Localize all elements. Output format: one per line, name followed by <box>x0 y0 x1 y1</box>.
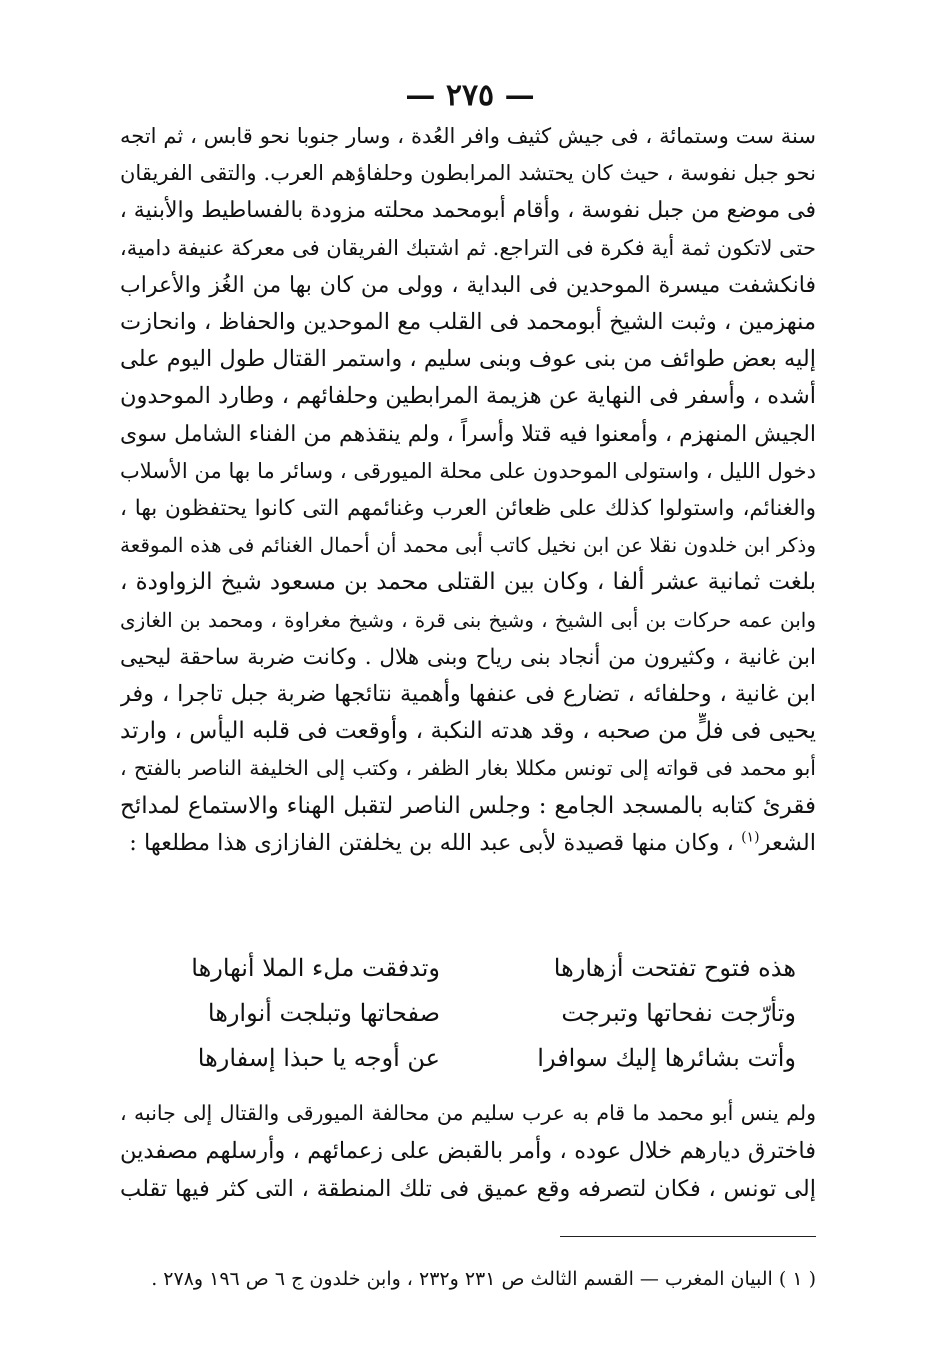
poem <box>140 954 796 1089</box>
poem-hemistich-first: وأتت بشائرها إليك سوافرا <box>537 1044 796 1072</box>
text-line: دخول الليل ، واستولى الموحدون على محلة الميورقى ، وسائر ما بها من الأسلاب <box>120 458 816 483</box>
text-line: إلى تونس ، فكان لتصرفه وقع عميق فى تلك المنطقة ، التى كثر فيها تقلب <box>120 1176 816 1202</box>
poem-verse <box>140 999 796 1044</box>
main-paragraph <box>120 118 816 862</box>
poem-hemistich-second: صفحاتها وتبلجت أنوارها <box>207 999 440 1027</box>
page-number: — ٢٧٥ — <box>405 78 535 113</box>
footnote-marker: (١) <box>741 829 760 846</box>
poem-verse <box>140 1044 796 1089</box>
text-line: سنة ست وستمائة ، فى جيش كثيف وافر العُدة ، وسار جنوبا نحو قابس ، ثم اتجه <box>120 124 816 148</box>
text-line: وابن عمه حركات بن أبى الشيخ ، وشيخ بنى قرة ، وشيخ مغراوة ، ومحمد بن الغازى <box>120 607 816 632</box>
text-line: الجيش المنهزم ، وأمعنوا فيه قتلا وأسراً ، ولم ينقذهم من الفناء الشامل سوى <box>120 421 816 447</box>
text-line: ولم ينس أبو محمد ما قام به عرب سليم من محالفة الميورقى والقتال إلى جانبه ، <box>120 1101 816 1125</box>
footnote-divider <box>560 1236 816 1237</box>
text-line: أبو محمد فى قواته إلى تونس مكللا بغار الظفر ، وكتب إلى الخليفة الناصر بالفتح ، <box>120 756 816 781</box>
text-line: وذكر ابن خلدون نقلا عن ابن نخيل كاتب أبى محمد أن أحمال الغنائم فى هذه الموقعة <box>120 533 816 558</box>
second-paragraph <box>120 1094 816 1208</box>
text-line: ابن غانية ، وحلفائه ، تضارع فى عنفها وأهمية نتائجها ضربة جبل تاجرا ، وفر <box>120 681 816 708</box>
text-line: نحو جبل نفوسة ، حيث كان يحتشد المرابطون وحلفاؤهم العرب. والتقى الفريقان <box>120 161 816 186</box>
text-line: أشده ، وأسفر فى النهاية عن هزيمة المرابطين وحلفائهم ، وطارد الموحدون <box>120 383 816 410</box>
poem-hemistich-second: عن أوجه يا حبذا إسفارها <box>197 1044 440 1072</box>
text-line: ابن غانية ، وكثيرون من أنجاد بنى رياح وبنى هلال . وكانت ضربة ساحقة ليحيى <box>120 644 816 670</box>
text-line: بلغت ثمانية عشر ألفا ، وكان بين القتلى محمد بن مسعود شيخ الزواودة ، <box>120 569 816 596</box>
text-line-last <box>120 825 816 862</box>
text-line: فانكشفت ميسرة الموحدين فى البداية ، وولى من كان بها من الغُز والأعراب <box>120 272 816 298</box>
poem-hemistich-first: وتأرّجت نفحاتها وتبرجت <box>561 999 796 1027</box>
poem-hemistich-first: هذه فتوح تفتحت أزهارها <box>553 954 796 982</box>
text-line: والغنائم، واستولوا كذلك على ظعائن العرب وغنائمهم التى كانوا يحتفظون بها ، <box>120 496 816 522</box>
text-line: فاخترق ديارهم خلال عوده ، وأمر بالقبض على زعمائهم ، وأرسلهم مصفدين <box>120 1138 816 1164</box>
text-fragment: ، وكان منها قصيدة لأبى عبد الله بن يخلفتن الفازازى هذا مطلعها : <box>129 829 742 856</box>
poem-hemistich-second: وتدفقت ملء الملا أنهارها <box>191 954 440 982</box>
text-line: منهزمين ، وثبت الشيخ أبومحمد فى القلب مع الموحدين والحفاظ ، وانحازت <box>120 309 816 336</box>
poem-verse <box>140 954 796 999</box>
text-line: فقرئ كتابه بالمسجد الجامع : وجلس الناصر لتقبل الهناء والاستماع لمدائح <box>120 792 816 819</box>
text-line: إليه بعض طوائف من بنى عوف وبنى سليم ، واستمر القتال طول اليوم على <box>120 346 816 373</box>
footnote: ( ١ ) البيان المغرب — القسم الثالث ص ٢٣١ و٢٣٢ ، وابن خلدون ج ٦ ص ١٩٦ و٢٧٨ . <box>151 1268 816 1290</box>
text-line: يحيى فى فلٍّ من صحبه ، وقد هدته النكبة ، وأوقعت فى قلبه اليأس ، وارتد <box>120 718 816 745</box>
text-line: فى موضع من جبل نفوسة ، وأقام أبومحمد محلته مزودة بالفساطيط والأبنية ، <box>120 198 816 224</box>
text-fragment: الشعر <box>759 829 816 856</box>
text-line: حتى لاتكون ثمة أية فكرة فى التراجع. ثم اشتبك الفريقان فى معركة عنيفة دامية، <box>120 235 816 260</box>
